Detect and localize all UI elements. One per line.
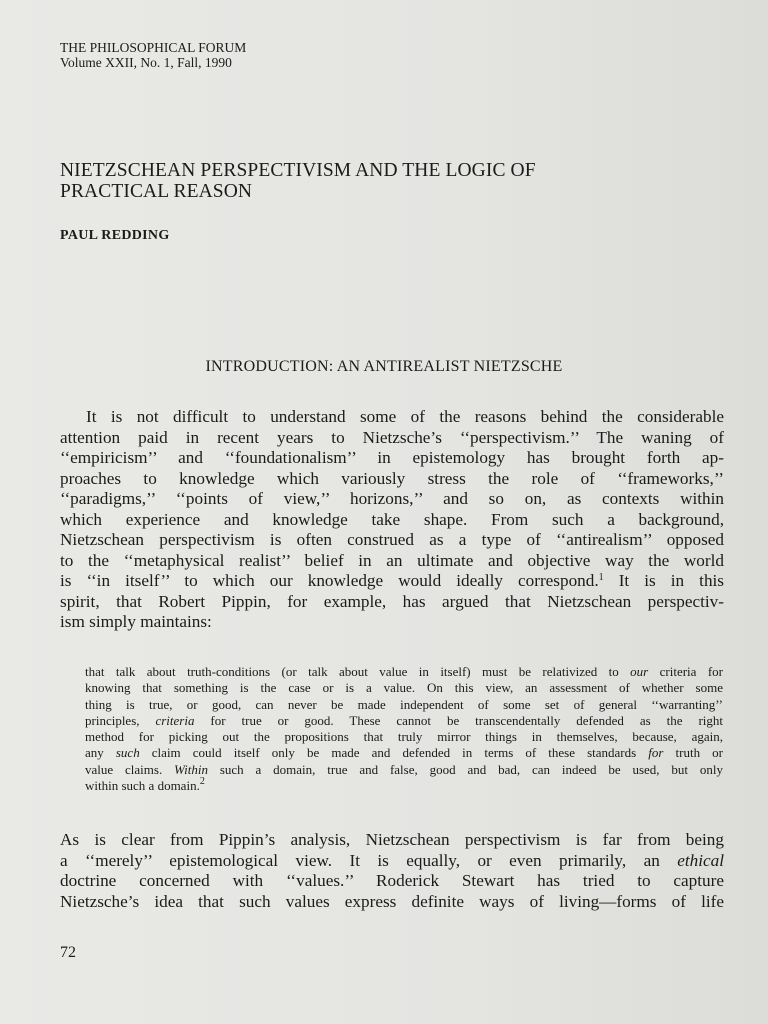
line-text: for true or good. These cannot be transcendentally defended as the right (194, 712, 724, 728)
quote-line: thing is true, or good, can never be made independent of some set of general ‘‘warranting’’ (85, 696, 723, 712)
line-text: It is in this (603, 571, 724, 590)
paragraph-line: ‘‘empiricism’’ and ‘‘foundationalism’’ in epistemology has brought forth ap- (60, 448, 724, 467)
journal-header (60, 40, 246, 70)
line-text: is ‘‘in itself’’ to which our knowledge would ideally correspond. (60, 571, 599, 590)
page-number: 72 (60, 944, 76, 961)
author-name: PAUL REDDING (60, 228, 170, 243)
emphasis: ethical (677, 850, 724, 870)
paragraph-line: ‘‘paradigms,’’ ‘‘points of view,’’ horizons,’’ and so on, as contexts within (60, 489, 724, 508)
body-paragraph-1 (60, 407, 724, 633)
quote-line (85, 713, 723, 729)
line-text: within such a domain. (85, 778, 200, 794)
paragraph-line: ism simply maintains: (60, 612, 212, 631)
emphasis: for (648, 745, 664, 761)
block-quote (85, 664, 723, 794)
line-text: that talk about truth-conditions (or talk about value in itself) must be relativized to (85, 664, 631, 679)
title-line-2: PRACTICAL REASON (60, 181, 253, 202)
paragraph-line (60, 851, 724, 872)
journal-volume: Volume XXII, No. 1, Fall, 1990 (60, 55, 232, 70)
section-heading: INTRODUCTION: AN ANTIREALIST NIETZSCHE (205, 358, 563, 375)
footnote-marker-1: 1 (598, 572, 604, 583)
line-text: value claims. (85, 761, 175, 777)
journal-name: THE PHILOSOPHICAL FORUM (60, 40, 247, 55)
paragraph-line: attention paid in recent years to Nietzsche’s ‘‘perspectivism.’’ The waning of (60, 427, 724, 447)
paragraph-line: spirit, that Robert Pippin, for example, has argued that Nietzschean perspectiv- (60, 591, 724, 611)
footnote-marker-2: 2 (199, 776, 205, 788)
paragraph-line: doctrine concerned with ‘‘values.’’ Roderick Stewart has tried to capture (60, 871, 724, 890)
paragraph-line: As is clear from Pippin’s analysis, Nietzschean perspectivism is far from being (60, 830, 724, 849)
line-text: any (85, 745, 116, 761)
quote-line (85, 762, 723, 778)
paragraph-line: Nietzsche’s idea that such values express definite ways of living—forms of life (60, 891, 724, 911)
title-line-1: NIETZSCHEAN PERSPECTIVISM AND THE LOGIC OF (60, 160, 536, 181)
line-text: a ‘‘merely’’ epistemological view. It is equally, or even primarily, an (60, 850, 678, 870)
paragraph-line: It is not difficult to understand some of the reasons behind the considerable (86, 407, 724, 426)
paragraph-line: which experience and knowledge take shape. From such a background, (60, 509, 724, 529)
paragraph-line (60, 571, 724, 592)
line-text: truth or (663, 745, 723, 761)
emphasis: such (115, 745, 140, 761)
line-text: such a domain, true and false, good and bad, can indeed be used, but only (208, 761, 723, 777)
quote-line (85, 778, 723, 794)
body-paragraph-2 (60, 830, 724, 912)
line-text: criteria for (648, 664, 723, 679)
quote-line (85, 664, 723, 680)
emphasis: our (630, 664, 649, 679)
paragraph-line: to the ‘‘metaphysical realist’’ belief in an ultimate and objective way the world (60, 550, 724, 570)
quote-line (85, 745, 723, 761)
paragraph-line: proaches to knowledge which variously stress the role of ‘‘frameworks,’’ (60, 468, 724, 488)
emphasis: criteria (155, 712, 195, 728)
quote-line: method for picking out the propositions that truly mirror things in themselves, because, again, (85, 729, 723, 745)
line-text: principles, (85, 712, 156, 728)
emphasis: Within (174, 761, 208, 777)
article-title (60, 160, 536, 202)
line-text: claim could itself only be made and defended in terms of these standards (139, 745, 649, 761)
paragraph-line: Nietzschean perspectivism is often construed as a type of ‘‘antirealism’’ opposed (60, 530, 724, 549)
quote-line: knowing that something is the case or is a value. On this view, an assessment of whether some (85, 680, 723, 696)
